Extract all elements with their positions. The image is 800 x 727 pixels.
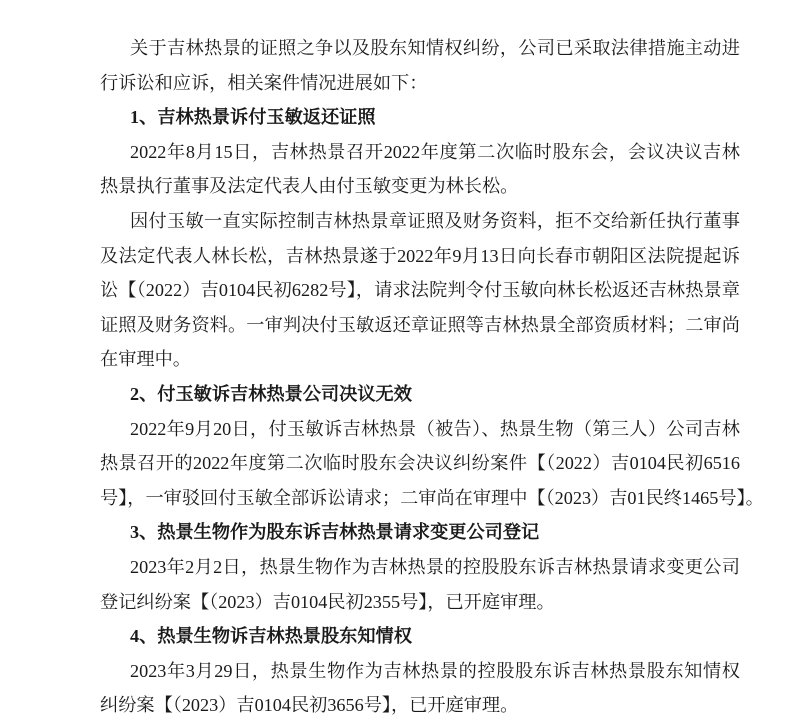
paragraph [100,135,740,204]
text-line: 2022年8月15日，吉林热景召开2022年度第二次临时股东会，会议决议吉林 [130,141,740,162]
text-line: 2023年2月2日，热景生物作为吉林热景的控股股东诉吉林热景请求变更公司 [130,556,740,577]
case-section [100,100,740,377]
paragraph [100,204,740,377]
text-line: 2022年9月20日，付玉敏诉吉林热景（被告）、热景生物（第三人）公司吉林 [130,418,740,439]
paragraph [100,412,764,516]
document-body [100,31,764,723]
text-line: 及法定代表人林长松，吉林热景遂于2022年9月13日向长春市朝阳区法院提起诉 [100,245,740,266]
text-line: 登记纠纷案【（2023）吉0104民初2355号】，已开庭审理。 [100,591,555,612]
text-line: 2023年3月29日，热景生物作为吉林热景的控股股东诉吉林热景股东知情权 [130,660,740,681]
intro-paragraph [100,31,740,100]
text-line: 证照及财务资料。一审判决付玉敏返还章证照等吉林热景全部资质材料；二审尚 [100,314,740,335]
text-line: 纠纷案【（2023）吉0104民初3656号】，已开庭审理。 [100,695,519,716]
text-line: 号】，一审驳回付玉敏全部诉讼请求；二审尚在审理中【（2023）吉01民终1465号】。 [100,487,764,508]
text-line: 热景召开的2022年度第二次临时股东会决议纠纷案件【（2022）吉0104民初6516 [100,453,740,474]
case-section [100,619,740,723]
section-heading: 4、热景生物诉吉林热景股东知情权 [130,626,412,647]
section-heading: 2、付玉敏诉吉林热景公司决议无效 [130,383,412,404]
text-line: 热景执行董事及法定代表人由付玉敏变更为林长松。 [100,176,519,197]
paragraph [100,654,740,723]
text-line: 因付玉敏一直实际控制吉林热景章证照及财务资料，拒不交给新任执行董事 [130,210,740,231]
case-section [100,515,740,619]
section-heading: 3、热景生物作为股东诉吉林热景请求变更公司登记 [130,522,540,543]
paragraph [100,550,740,619]
text-line: 在审理中。 [100,349,191,370]
text-line: 行诉讼和应诉，相关案件情况进展如下： [100,72,428,93]
section-heading: 1、吉林热景诉付玉敏返还证照 [130,107,376,128]
text-line: 讼【（2022）吉0104民初6282号】，请求法院判令付玉敏向林长松返还吉林热景章 [100,280,740,301]
text-line: 关于吉林热景的证照之争以及股东知情权纠纷，公司已采取法律措施主动进 [130,38,740,58]
case-section [100,377,764,515]
